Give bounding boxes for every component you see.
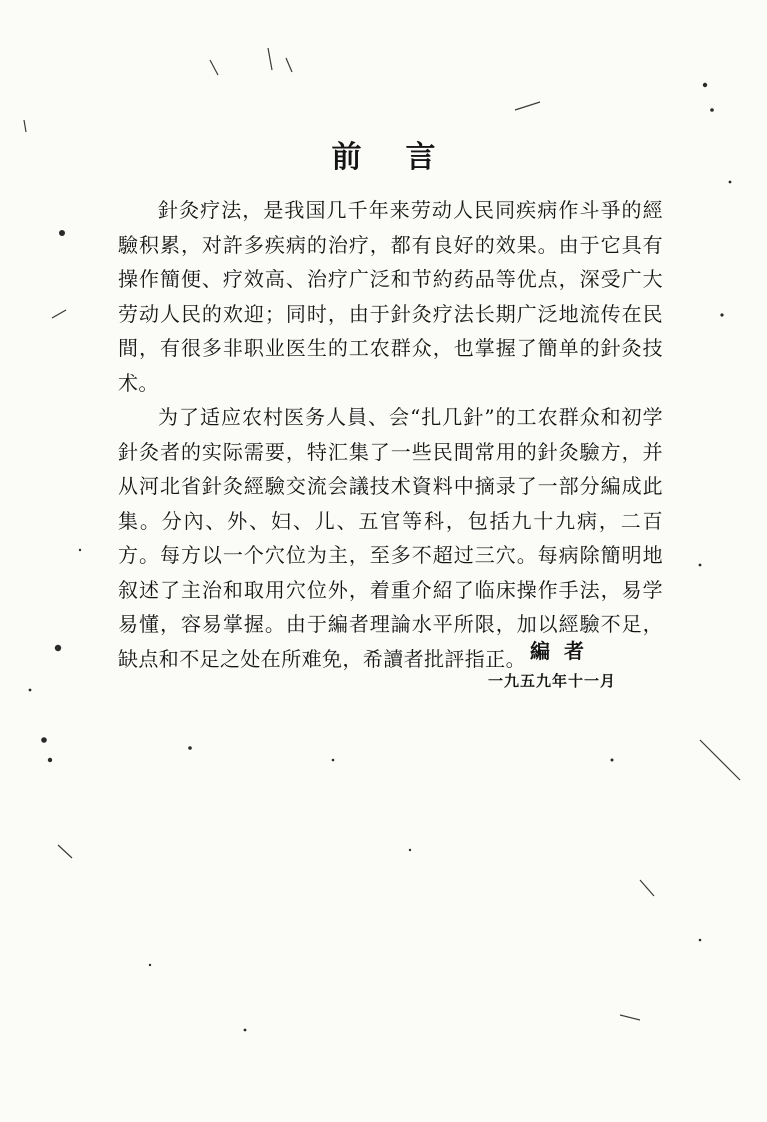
author-signature: 編者: [530, 639, 598, 663]
preface-paragraph-2: 为了适应农村医务人員、会“扎几針”的工农群众和初学針灸者的实际需要，特汇集了一些民間常用的針灸驗方，并从河北省針灸經驗交流会議技术資料中摘录了一部分編成此集。分內、外、妇、儿、五官等科，包括九十九病，二百方。每方以一个穴位为主，至多不超过三穴。每病除簡明地叙述了主治和取用穴位外，着重介紹了临床操作手法，易学易懂，容易掌握。由于編者理論水平所限，加以經驗不足，缺点和不足之处在所难免，希讀者批評指正。: [118, 405, 663, 671]
publication-date: 一九五九年十一月: [487, 672, 616, 690]
preface-body: [118, 193, 663, 676]
page-title: 前言: [331, 140, 480, 175]
preface-paragraph-1: 針灸疗法，是我国几千年来劳动人民同疾病作斗爭的經驗积累，对許多疾病的治疗，都有良好的效果。由于它具有操作簡便、疗效高、治疗广泛和节約药品等优点，深受广大劳动人民的欢迎；同时，由于針灸疗法长期广泛地流传在民間，有很多非职业医生的工农群众，也掌握了簡单的針灸技术。: [118, 198, 663, 395]
